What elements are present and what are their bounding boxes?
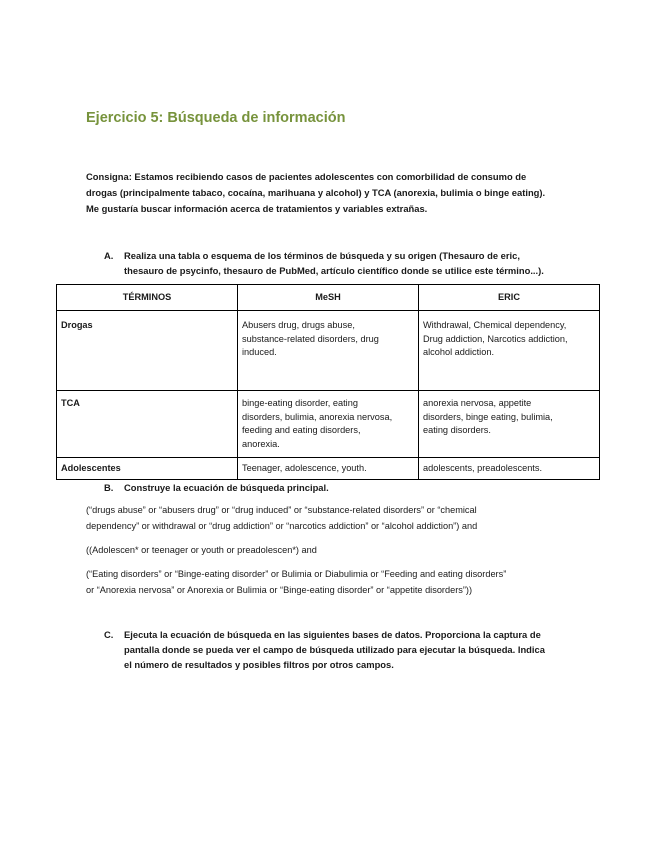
cell-line: anorexia. [242,438,280,449]
section-a-text [124,248,544,278]
section-c-letter: C. [104,629,114,640]
header-mesh: MeSH [238,285,419,311]
row-mesh [238,311,419,391]
cell-line: Withdrawal, Chemical dependency, [423,320,567,330]
header-terminos: TÉRMINOS [57,285,238,311]
equation-line: dependency” or withdrawal or “drug addiction” or “narcotics addiction” or “alcohol addiction”) and [86,521,478,531]
row-eric [419,311,600,391]
cell-line: Abusers drug, drugs abuse, [242,320,355,330]
section-b-letter: B. [104,482,114,493]
row-term: Adolescentes [57,458,238,480]
equation-adolescents [86,542,596,558]
row-mesh [238,458,419,480]
cell-line: adolescents, preadolescents. [423,463,543,473]
row-eric [419,391,600,458]
section-a-line: Realiza una tabla o esquema de los términos de búsqueda y su origen (Thesauro de eric, [124,250,520,261]
table-row [57,391,600,458]
equation-line: (“drugs abuse” or “abusers drug” or “drug induced” or “substance-related disorders” or “chemical [86,505,477,515]
consigna-line: Me gustaría buscar información acerca de tratamientos y variables extrañas. [86,203,428,214]
cell-line: Teenager, adolescence, youth. [242,463,367,473]
cell-line: Drug addiction, Narcotics addiction, [423,333,568,344]
section-c-line: pantalla donde se pueda ver el campo de búsqueda utilizado para ejecutar la búsqueda. Indica [124,644,545,655]
row-eric [419,458,600,480]
cell-line: anorexia nervosa, appetite [423,398,532,408]
equation-drugs [86,502,596,534]
cell-line: eating disorders. [423,425,491,435]
table-row [57,458,600,480]
cell-line: binge-eating disorder, eating [242,398,358,408]
cell-line: alcohol addiction. [423,347,494,357]
section-c-line: Ejecuta la ecuación de búsqueda en las siguientes bases de datos. Proporciona la captura de [124,629,541,640]
consigna-line: Consigna: Estamos recibiendo casos de pacientes adolescentes con comorbilidad de consumo de [86,171,527,182]
table-header-row [57,285,600,311]
section-b-line: Construye la ecuación de búsqueda principal. [124,482,329,493]
cell-line: disorders, binge eating, bulimia, [423,411,553,422]
section-b-text [124,480,329,495]
equation-line: ((Adolescen* or teenager or youth or preadolescen*) and [86,545,317,555]
section-c-text [124,627,545,672]
cell-line: induced. [242,347,277,357]
section-c-line: el número de resultados y posibles filtros por otros campos. [124,659,394,670]
section-a-line: thesauro de psycinfo, thesauro de PubMed, artículo científico donde se utilice este término...). [124,265,544,276]
cell-line: feeding and eating disorders, [242,425,361,435]
row-term: Drogas [57,311,238,391]
equation-line: or “Anorexia nervosa” or Anorexia or Bulimia or “Binge-eating disorder” or “appetite disorders”)) [86,585,473,595]
page-title: Ejercicio 5: Búsqueda de información [86,110,346,126]
table-row [57,311,600,391]
consigna-line: drogas (principalmente tabaco, cocaína, marihuana y alcohol) y TCA (anorexia, bulimia o binge eating). [86,187,546,198]
header-eric: ERIC [419,285,600,311]
row-mesh [238,391,419,458]
row-term: TCA [57,391,238,458]
equation-eating-disorders [86,566,596,598]
consigna-paragraph [86,169,586,217]
section-a-letter: A. [104,250,114,261]
cell-line: disorders, bulimia, anorexia nervosa, [242,411,393,422]
equation-line: (“Eating disorders” or “Binge-eating disorder” or Bulimia or Diabulimia or “Feeding and eating disorders” [86,569,507,579]
terms-table [56,284,600,480]
cell-line: substance-related disorders, drug [242,333,379,344]
